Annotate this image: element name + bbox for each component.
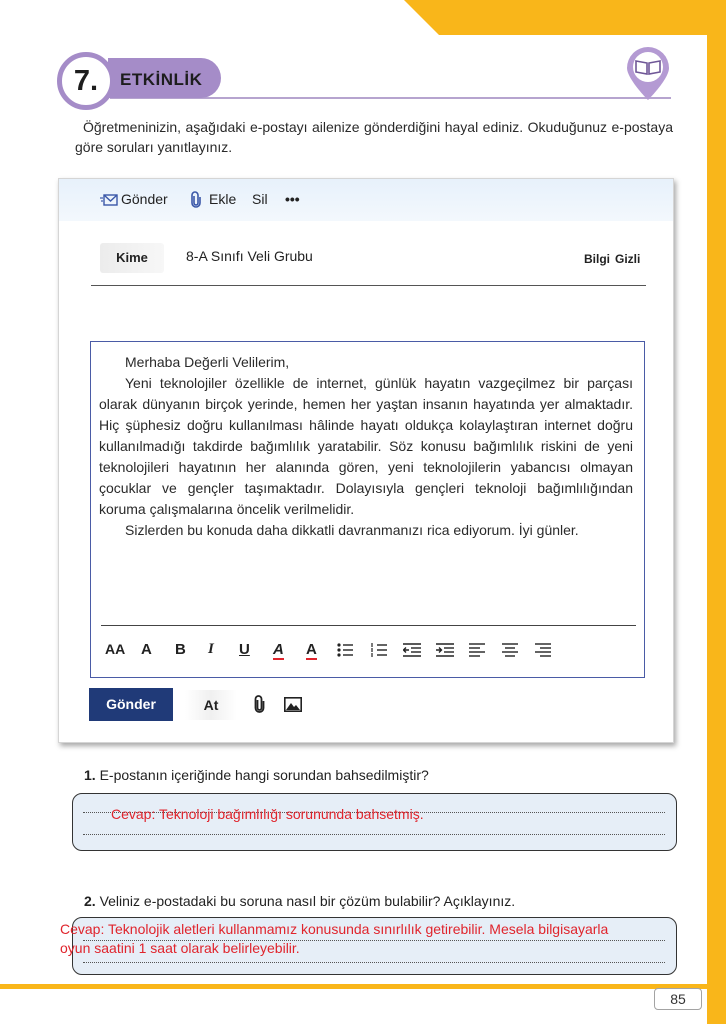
question-1-text: E-postanın içeriğinde hangi sorundan bahsedilmiştir? bbox=[99, 767, 429, 783]
format-divider bbox=[101, 625, 636, 626]
send-button[interactable]: Gönder bbox=[89, 688, 173, 721]
email-window bbox=[58, 178, 674, 743]
book-pin-icon bbox=[623, 46, 673, 102]
attachment-icon[interactable] bbox=[254, 694, 265, 714]
bold-button[interactable]: B bbox=[175, 641, 186, 658]
header-divider bbox=[91, 285, 646, 286]
answer-2-line-1: Cevap: Teknolojik aletleri kullanmamız konusunda sınırlılık getirebilir. Mesela bilgisayarla bbox=[60, 921, 609, 937]
indent-icon[interactable] bbox=[436, 643, 454, 657]
question-1 bbox=[84, 767, 429, 783]
outdent-icon[interactable] bbox=[403, 643, 421, 657]
activity-title: ETKİNLİK bbox=[120, 70, 203, 89]
send-mail-icon[interactable] bbox=[100, 194, 118, 206]
font-grow-button[interactable]: A bbox=[141, 641, 152, 658]
answer-box-1[interactable] bbox=[72, 793, 677, 851]
question-1-number: 1. bbox=[84, 767, 96, 783]
font-color-button[interactable]: A bbox=[306, 641, 317, 658]
page-number: 85 bbox=[654, 988, 702, 1010]
italic-button[interactable]: I bbox=[208, 641, 214, 657]
to-button[interactable]: Kime bbox=[100, 243, 164, 273]
font-size-button[interactable]: AA bbox=[105, 641, 126, 657]
highlight-button[interactable]: A bbox=[273, 641, 284, 658]
side-decoration bbox=[707, 35, 726, 1024]
activity-number: 7. bbox=[57, 52, 115, 110]
align-right-icon[interactable] bbox=[535, 643, 551, 657]
image-icon[interactable] bbox=[284, 697, 302, 712]
answer-2 bbox=[60, 920, 700, 958]
toolbar-send[interactable]: Gönder bbox=[121, 191, 168, 207]
cc-button[interactable]: Bilgi bbox=[584, 252, 610, 266]
toolbar-more[interactable]: ••• bbox=[285, 191, 300, 207]
answer-1: Cevap: Teknoloji bağımlılığı sorununda bahsetmiş. bbox=[111, 806, 424, 822]
email-body[interactable] bbox=[90, 341, 645, 678]
align-left-icon[interactable] bbox=[469, 643, 485, 657]
question-2-number: 2. bbox=[84, 893, 96, 909]
email-paragraph-2: Sizlerden bu konuda daha dikkatli davranmanızı rica ediyorum. İyi günler. bbox=[125, 522, 579, 538]
bcc-button[interactable]: Gizli bbox=[615, 252, 641, 266]
question-2-text: Veliniz e-postadaki bu soruna nasıl bir çözüm bulabilir? Açıklayınız. bbox=[99, 893, 516, 909]
to-field[interactable]: 8-A Sınıfı Veli Grubu bbox=[186, 248, 313, 264]
underline-button[interactable]: U bbox=[239, 641, 250, 658]
corner-decoration bbox=[376, 0, 726, 35]
answer-2-line-2: oyun saatini 1 saat olarak belirleyebilir. bbox=[60, 940, 300, 956]
toolbar-delete[interactable]: Sil bbox=[252, 191, 268, 207]
question-2 bbox=[84, 893, 515, 909]
email-greeting: Merhaba Değerli Velilerim, bbox=[125, 354, 290, 370]
attach-icon[interactable] bbox=[191, 191, 201, 208]
toolbar-attach[interactable]: Ekle bbox=[209, 191, 237, 207]
email-paragraph-1: Yeni teknolojiler özellikle de internet, günlük hayatın vazgeçilmez bir parçası olarak dünyanın birçok yerinde, hemen her yaştan insanın hayatında yer almaktadır. Hiç şüphesiz doğru kullanılması hâlinde hayatı oldukça kolaylaştıran internet doğru kullanılmadığı takdirde bağımlılık yaratabilir. Söz konusu bağımlılık riskini de yeni teknolojileri hayatının her alanında gören, yeni teknolojilerin yabancısı olmayan çocuklar ve gençler taşımaktadır. Dolayısıyla gençleri teknoloji bağımlılığından koruma çalışmalarına öncelik verilmelidir. bbox=[99, 375, 633, 517]
discard-button[interactable]: At bbox=[185, 690, 237, 720]
bottom-decoration bbox=[0, 984, 707, 989]
email-toolbar bbox=[59, 179, 673, 221]
email-body-text bbox=[99, 352, 633, 541]
intro-text: Öğretmeninizin, aşağıdaki e-postayı ailenize gönderdiğini hayal ediniz. Okuduğunuz e-postaya göre soruları yanıtlayınız. bbox=[75, 119, 673, 155]
align-center-icon[interactable] bbox=[502, 643, 518, 657]
answer-line bbox=[83, 834, 665, 835]
bullet-list-icon[interactable] bbox=[337, 643, 353, 657]
answer-line bbox=[83, 962, 665, 963]
numbered-list-icon[interactable] bbox=[371, 643, 387, 657]
